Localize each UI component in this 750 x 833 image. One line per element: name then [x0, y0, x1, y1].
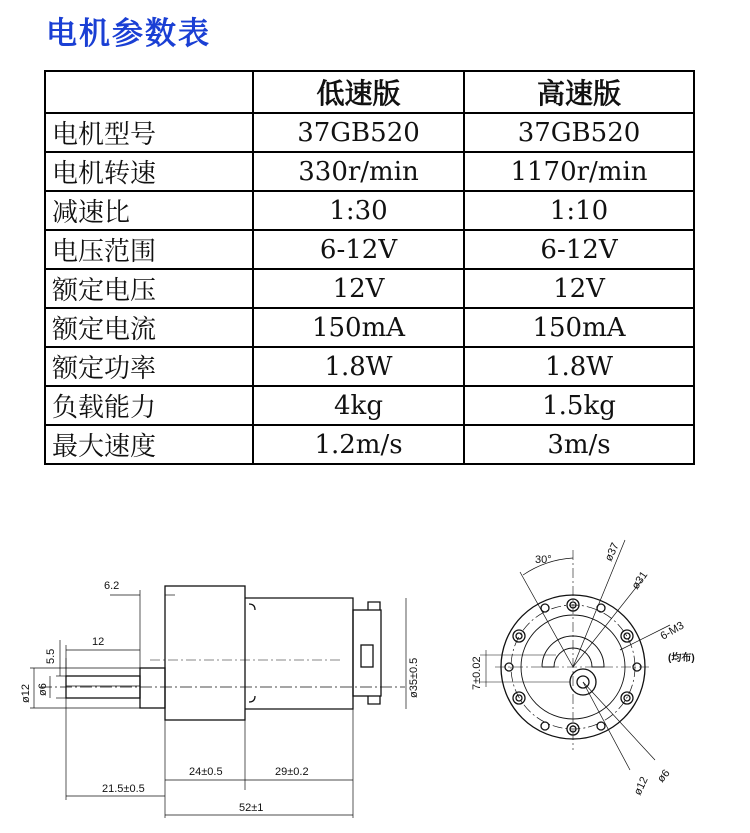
param-name-cell: 最大速度 — [45, 425, 253, 464]
table-row — [45, 347, 694, 386]
dim-dia-31: ø31 — [629, 569, 651, 592]
dim-6-2: 6.2 — [104, 580, 120, 592]
dim-front-dia-6: ø6 — [655, 767, 673, 785]
param-name-cell: 额定电流 — [45, 308, 253, 347]
header-cell — [45, 71, 253, 113]
param-name-cell: 额定电压 — [45, 269, 253, 308]
end-cap-boss — [361, 645, 373, 667]
param-name-cell: 电机转速 — [45, 152, 253, 191]
gearbox-outline — [165, 586, 245, 720]
param-value-cell: 1.2m/s — [253, 425, 464, 464]
dim-5-5: 5.5 — [45, 648, 57, 664]
table-header-row — [45, 71, 694, 113]
header-cell: 低速版 — [253, 71, 464, 113]
dim-front-dia-12: ø12 — [631, 775, 651, 798]
header-cell: 高速版 — [464, 71, 694, 113]
dim-dia-35: ø35±0.5 — [408, 657, 420, 698]
dim-12: 12 — [92, 636, 105, 648]
param-value-cell: 1:10 — [464, 191, 694, 230]
dim-even-note: (均布) — [668, 653, 695, 664]
page-title: 电机参数表 — [46, 16, 211, 52]
dim-7: 7±0.02 — [471, 656, 483, 690]
end-cap-outline — [353, 610, 381, 696]
param-value-cell: 37GB520 — [253, 113, 464, 152]
dim-dia-12: ø12 — [20, 684, 32, 703]
param-value-cell: 1:30 — [253, 191, 464, 230]
param-value-cell: 37GB520 — [464, 113, 694, 152]
param-value-cell: 3m/s — [464, 425, 694, 464]
terminals — [368, 602, 380, 704]
param-value-cell: 4kg — [253, 386, 464, 425]
side-view-drawing — [30, 586, 406, 818]
param-value-cell: 6-12V — [253, 230, 464, 269]
param-value-cell: 1.5kg — [464, 386, 694, 425]
param-value-cell: 1.8W — [253, 347, 464, 386]
technical-drawings — [0, 500, 750, 833]
table-row — [45, 386, 694, 425]
dim-6-m3: 6-M3 — [658, 619, 687, 643]
table-row — [45, 425, 694, 464]
dim-21-5: 21.5±0.5 — [102, 783, 145, 795]
dim-dia-37: ø37 — [602, 541, 622, 564]
param-name-cell: 额定功率 — [45, 347, 253, 386]
dim-29: 29±0.2 — [275, 766, 309, 778]
dim-30-deg: 30° — [535, 554, 552, 566]
param-value-cell: 150mA — [253, 308, 464, 347]
side-view-dimensions — [20, 580, 420, 814]
motor-can-outline — [245, 598, 353, 709]
param-name-cell: 电机型号 — [45, 113, 253, 152]
param-name-cell: 减速比 — [45, 191, 253, 230]
dim-dia-6: ø6 — [37, 683, 49, 696]
param-value-cell: 1.8W — [464, 347, 694, 386]
table-row — [45, 191, 694, 230]
table-row — [45, 113, 694, 152]
table-row — [45, 230, 694, 269]
table-row — [45, 269, 694, 308]
param-value-cell: 1170r/min — [464, 152, 694, 191]
param-name-cell: 电压范围 — [45, 230, 253, 269]
param-value-cell: 12V — [253, 269, 464, 308]
table-row — [45, 308, 694, 347]
param-value-cell: 150mA — [464, 308, 694, 347]
param-value-cell: 6-12V — [464, 230, 694, 269]
param-value-cell: 12V — [464, 269, 694, 308]
dim-52: 52±1 — [239, 802, 264, 814]
dim-24: 24±0.5 — [189, 766, 223, 778]
table-row — [45, 152, 694, 191]
bearing-collar — [140, 668, 165, 708]
param-name-cell: 负载能力 — [45, 386, 253, 425]
param-value-cell: 330r/min — [253, 152, 464, 191]
spec-table — [44, 70, 695, 465]
